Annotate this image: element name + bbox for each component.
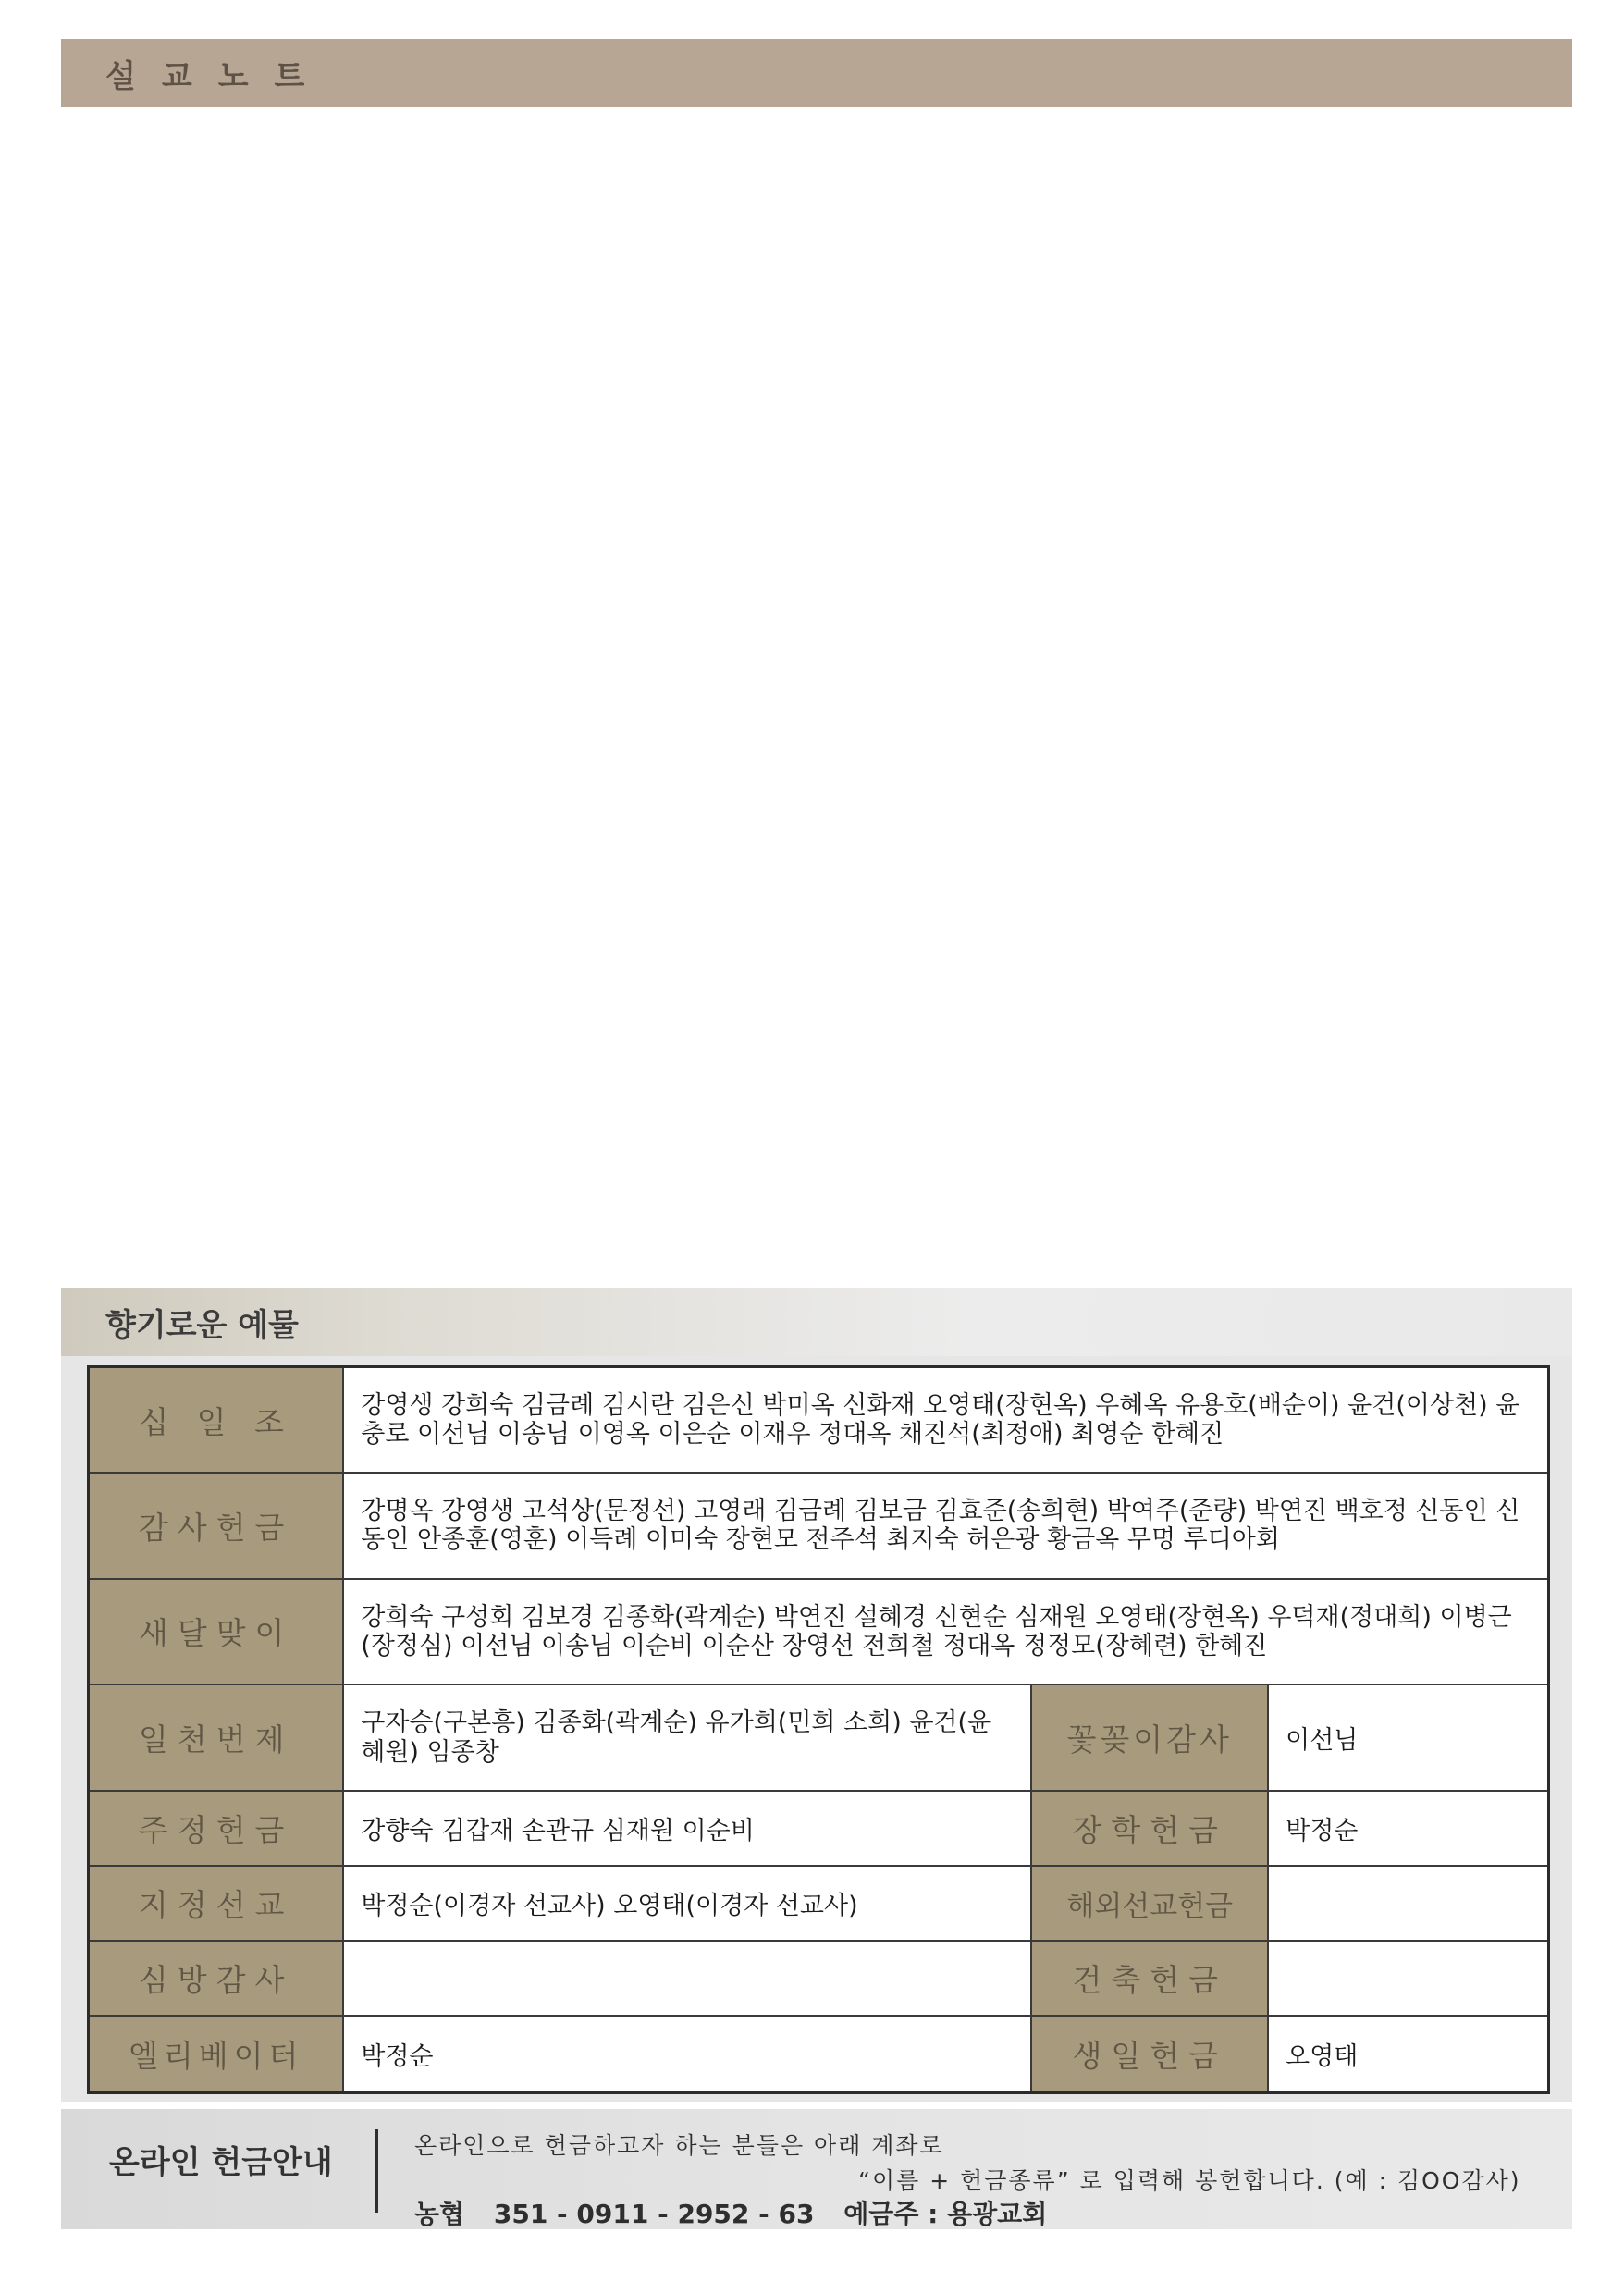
table-row [89,1684,1549,1791]
row-label-thanksgiving: 감사헌금 [89,1473,344,1579]
offerings-title: 향기로운 예물 [105,1306,299,1344]
row-label-designated-mission: 지정선교 [89,1866,344,1941]
offerings-header [61,1288,1572,1356]
overseas-mission-donors [1268,1866,1548,1941]
row-label-scholarship: 장학헌금 [1031,1791,1268,1866]
row-label-new-month: 새달맞이 [89,1579,344,1685]
flower-thanks-donors: 이선님 [1268,1684,1548,1791]
row-label-building-fund: 건축헌금 [1031,1941,1268,2016]
table-row [89,2016,1549,2092]
section-divider [375,2129,378,2213]
weekly-offering-donors: 강향숙 김갑재 손관규 심재원 이순비 [343,1791,1031,1866]
online-instructions-line-1: 온라인으로 헌금하고자 하는 분들은 아래 계좌로 [414,2132,944,2159]
new-month-donors: 강희숙 구성회 김보경 김종화(곽계순) 박연진 설혜경 신현순 심재원 오영태(장현옥) 우덕재(정대희) 이병근(장정심) 이선님 이송님 이순비 이순산 장영선 전희철 정대옥 정정모(장혜련) 한혜진 [343,1579,1548,1685]
thanksgiving-donors: 강명옥 강영생 고석상(문정선) 고영래 김금례 김보금 김효준(송희현) 박여주(준량) 박연진 백호정 신동인 신동인 안종훈(영훈) 이득례 이미숙 장현모 전주석 최지숙 허은광 황금옥 무명 루디아회 [343,1473,1548,1579]
online-instructions-line-2: “이름 + 헌금종류” 로 입력해 봉헌합니다. (예 : 김OO감사) [858,2167,1521,2194]
row-label-tithe: 십 일 조 [89,1367,344,1474]
table-row [89,1367,1549,1474]
table-row [89,1941,1549,2016]
sermon-notes-blank-area [61,107,1572,1273]
online-offering-title: 온라인 헌금안내 [109,2144,333,2181]
row-label-flower-thanks: 꽃꽂이감사 [1031,1684,1268,1791]
birthday-offering-donors: 오영태 [1268,2016,1548,2092]
online-offering-section [61,2109,1572,2229]
row-label-thousand-offerings: 일천번제 [89,1684,344,1791]
account-holder: 예금주 : 용광교회 [843,2199,1048,2229]
account-number: 351 - 0911 - 2952 - 63 [493,2199,815,2229]
offerings-table [87,1365,1550,2094]
sermon-notes-header [61,39,1572,107]
sermon-notes-title: 설교노트 [105,57,331,95]
tithe-donors: 강영생 강희숙 김금례 김시란 김은신 박미옥 신화재 오영태(장현옥) 우혜옥 유용호(배순이) 윤건(이상천) 윤충로 이선님 이송님 이영옥 이은순 이재우 정대옥 채진석(최정애) 최영순 한혜진 [343,1367,1548,1474]
row-label-overseas-mission: 해외선교헌금 [1031,1866,1268,1941]
thousand-offerings-donors: 구자승(구본흥) 김종화(곽계순) 유가희(민희 소희) 윤건(윤혜원) 임종창 [343,1684,1031,1791]
scholarship-donors: 박정순 [1268,1791,1548,1866]
row-label-weekly-offering: 주정헌금 [89,1791,344,1866]
table-row [89,1473,1549,1579]
bank-name: 농협 [414,2199,465,2229]
elevator-donors: 박정순 [343,2016,1031,2092]
table-row [89,1866,1549,1941]
row-label-birthday-offering: 생일헌금 [1031,2016,1268,2092]
table-row [89,1579,1549,1685]
row-label-visitation-thanks: 심방감사 [89,1941,344,2016]
designated-mission-donors: 박정순(이경자 선교사) 오영태(이경자 선교사) [343,1866,1031,1941]
bank-account-info [414,2194,1067,2231]
row-label-elevator: 엘리베이터 [89,2016,344,2092]
table-row [89,1791,1549,1866]
visitation-thanks-donors [343,1941,1031,2016]
building-fund-donors [1268,1941,1548,2016]
